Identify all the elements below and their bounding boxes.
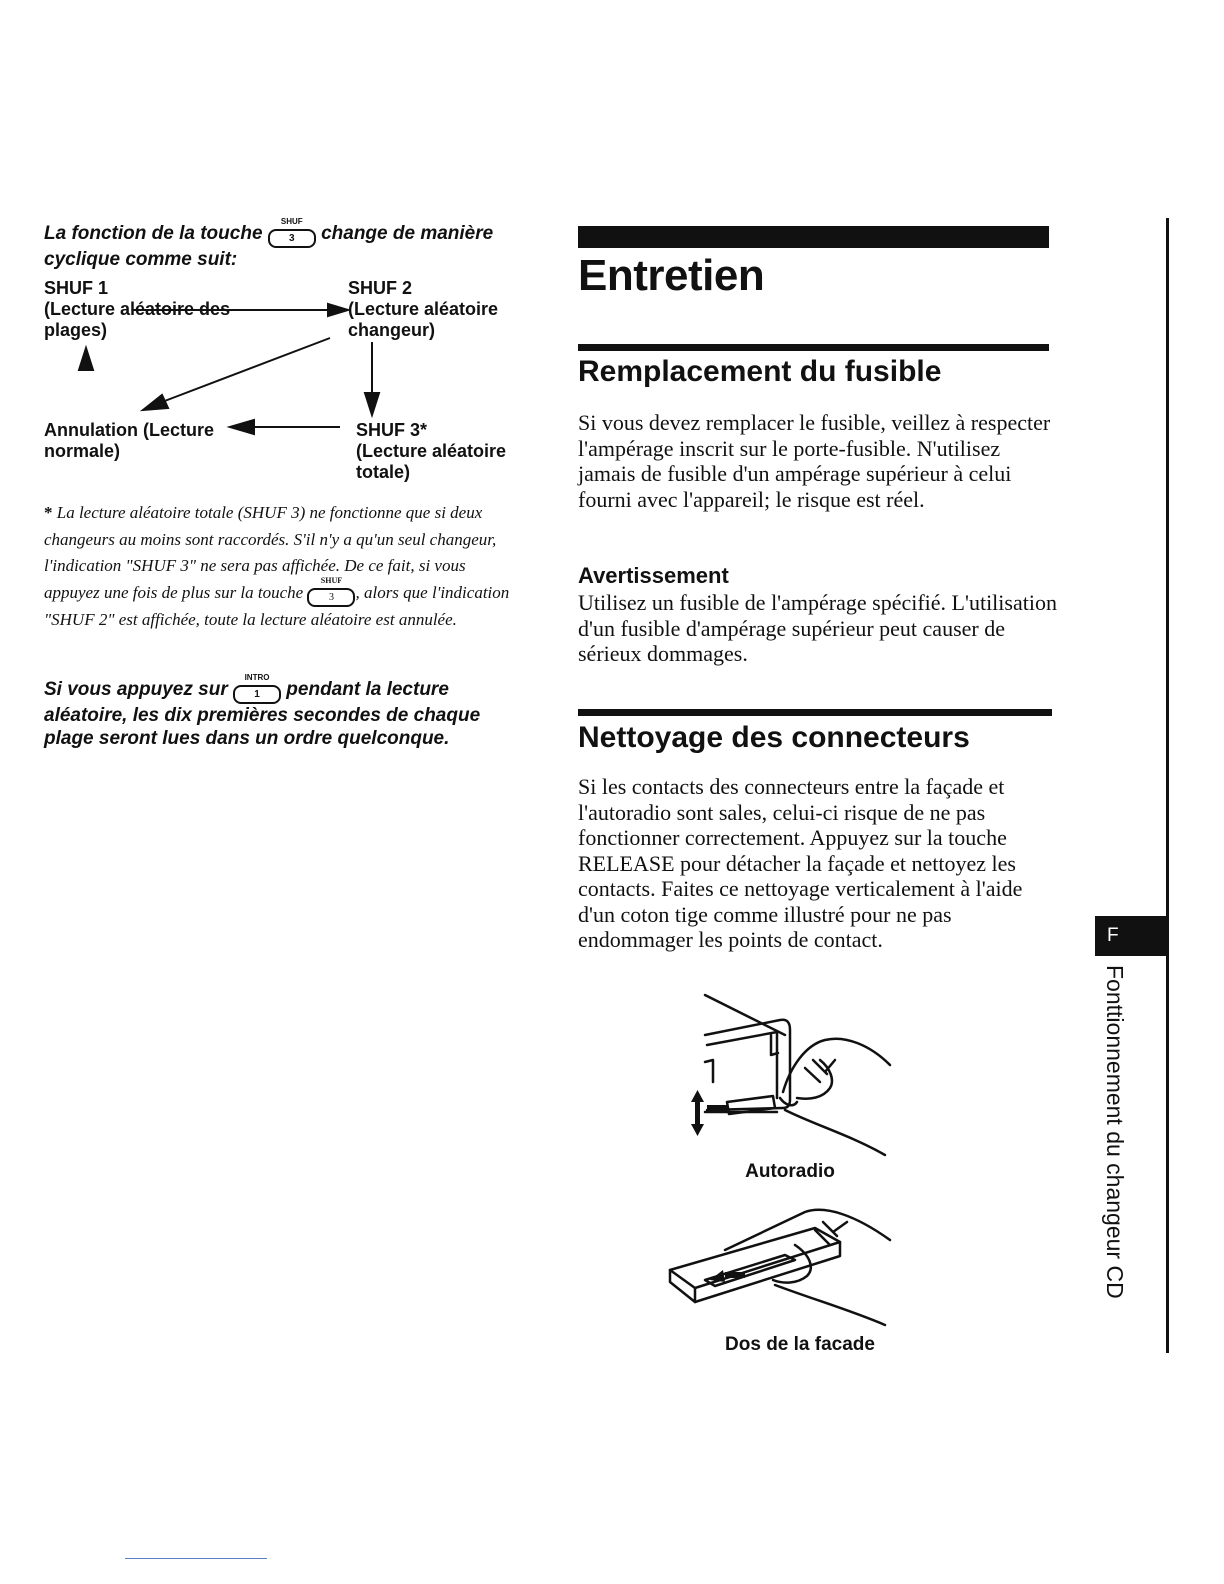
intro-text-before: La fonction de la touche [44,223,263,244]
shuffle-cycle-arrows [40,270,540,450]
arrowhead-down [365,393,379,415]
intro-text-after: change de manière cyclique comme suit: [44,223,494,270]
warning-heading: Avertissement [578,563,729,588]
side-margin-line [1166,218,1169,1353]
caption-car-unit: Autoradio [745,1161,835,1182]
arrowhead-left [230,420,254,434]
fuse-heading: Remplacement du fusible [578,355,942,388]
shuf2-title: SHUF 2 [348,278,413,298]
shuf2-desc: (Lecture aléatoire changeur) [348,299,499,340]
warning-text: Utilisez un fusible de l'ampérage spécifié. L'utilisation d'un fusible d'ampérage supérieur peut causer de sérieux dommages. [578,590,1057,666]
intro-key-icon: INTRO 1 [233,685,281,704]
shuf1-desc: (Lecture aléatoire des plages) [44,299,231,340]
fuse-rule [578,344,1049,351]
car-unit-illustration [685,990,900,1160]
page-title: Entretien [578,251,765,300]
shuffle-footnote [44,500,524,633]
section-side-label: Fonttionnement du changeur CD [1102,965,1128,1299]
shuffle-intro [44,217,534,272]
shuf-key-icon: SHUF 3 [307,588,355,607]
arrow-cancel-to-shuf2 [162,338,330,402]
front-panel-back-illustration [665,1200,900,1330]
shuf3-title: SHUF 3* [356,420,428,440]
fuse-text: Si vous devez remplacer le fusible, veillez à respecter l'ampérage inscrit sur le porte-fusible. N'utilisez jamais de fusible d'un ampérage supérieur à celui fourni avec l'appareil; le risque est réel. [578,410,1051,512]
footnote-star: * [44,503,53,522]
arrowhead-diagonal [143,395,168,410]
shuf1-title: SHUF 1 [44,278,109,298]
arrowhead-up [79,348,93,370]
footnote-text-1: La lecture aléatoire totale (SHUF 3) ne fonctionne que si deux changeurs au moins sont raccordés. S'il n'y a qu'un seul changeur, l'indication "SHUF 3" ne sera pas affichée. De ce fait, si vous appuyez une fois de plus sur la touche [44,503,497,602]
shuf-key-icon: SHUF 3 [268,229,316,248]
language-tab: F [1095,916,1169,956]
cleaning-text: Si les contacts des connecteurs entre la façade et l'autoradio sont sales, celui-ci risque de ne pas fonctionner correctement. Appuyez sur la touche RELEASE pour détacher la façade et nettoyez les contacts. Faites ce nettoyage verticalement à l'aide d'un coton tige comme illustré pour ne pas endommager les points de contact. [578,774,1023,952]
cancel-label: Annulation (Lecture normale) [44,420,214,461]
tip-text-after: pendant la lecture aléatoire, les dix premières secondes de chaque plage seront lues dans un ordre quelconque. [44,679,481,749]
footnote-text-2: , alors que l'indication "SHUF 2" est affichée, toute la lecture aléatoire est annulée. [44,582,510,629]
tip-text-before: Si vous appuyez sur [44,679,228,700]
bottom-divider [125,1558,267,1559]
shuf3-desc: (Lecture aléatoire totale) [356,441,507,482]
cleaning-rule [578,709,1052,716]
section-top-bar [578,226,1049,248]
intro-tip [44,673,534,750]
cleaning-heading: Nettoyage des connecteurs [578,721,970,754]
caption-front-panel: Dos de la facade [725,1334,875,1355]
arrowhead-right [328,304,348,316]
